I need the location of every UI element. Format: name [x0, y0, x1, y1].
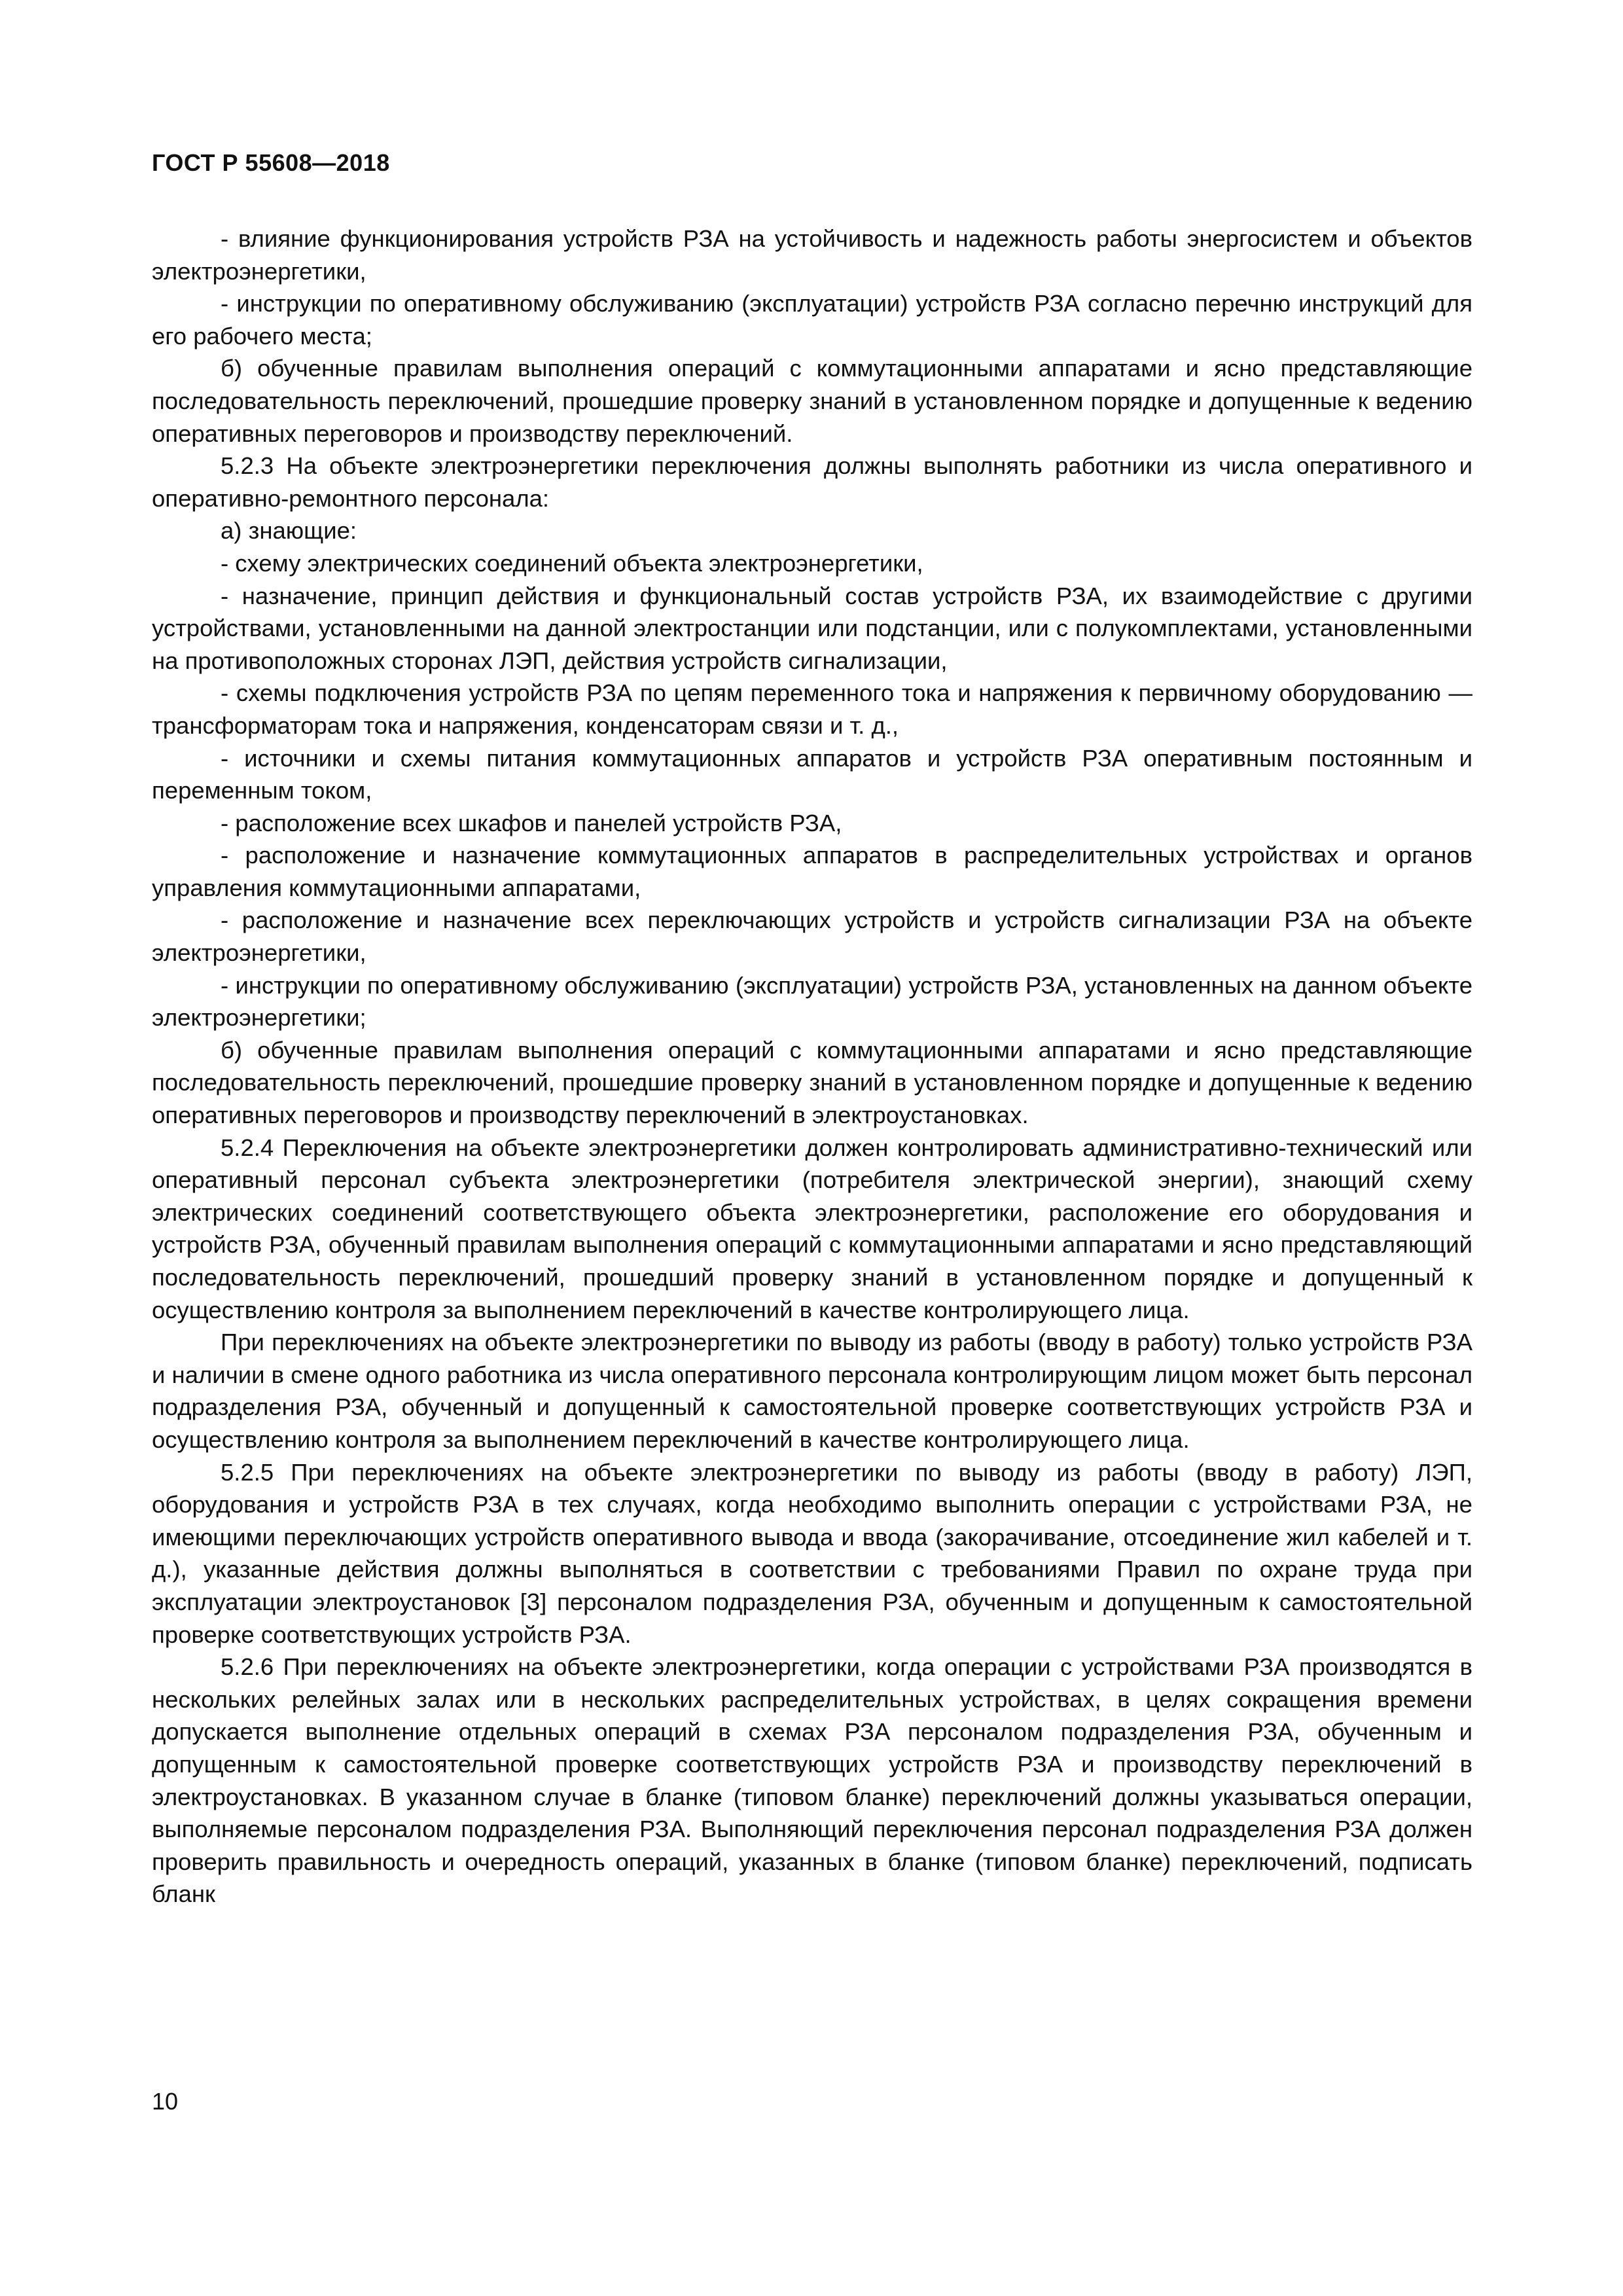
paragraph: б) обученные правилам выполнения операций с коммутационными аппаратами и ясно представляющие последовательность переключений, прошедшие проверку знаний в установленном порядке и допущенные к ведению оперативных переговоров и производству переключений. — [152, 355, 1472, 447]
paragraph: - схему электрических соединений объекта электроэнергетики, — [221, 549, 923, 577]
paragraph: - источники и схемы питания коммутационных аппаратов и устройств РЗА оперативным постоянным и переменным током, — [152, 744, 1472, 804]
paragraph: - назначение, принцип действия и функциональный состав устройств РЗА, их взаимодействие с другими устройствами, установленными на данной электростанции или подстанции, или с полукомплектами, установленными на противоположных сторонах ЛЭП, действия устройств сигнализации, — [152, 582, 1472, 674]
paragraph: а) знающие: — [221, 517, 357, 545]
paragraph: - инструкции по оперативному обслуживанию (эксплуатации) устройств РЗА, установленных на данном объекте электроэнергетики; — [152, 971, 1472, 1031]
paragraph: б) обученные правилам выполнения операций с коммутационными аппаратами и ясно представляющие последовательность переключений, прошедшие проверку знаний в установленном порядке и допущенные к ведению оперативных переговоров и производству переключений в электроустановках. — [152, 1036, 1472, 1129]
paragraph: 5.2.5 При переключениях на объекте электроэнергетики по выводу из работы (вводу в работу) ЛЭП, оборудования и устройств РЗА в тех случаях, когда необходимо выполнить операции с устройствами РЗА, не имеющими переключающих устройств оперативного вывода и ввода (закорачивание, отсоединение жил кабелей и т. д.), указанные действия должны выполняться в соответствии с требованиями Правил по охране труда при эксплуатации электроустановок [3] персоналом подразделения РЗА, обученным и допущенным к самостоятельной проверке соответствующих устройств РЗА. — [152, 1458, 1472, 1648]
paragraph: - инструкции по оперативному обслуживанию (эксплуатации) устройств РЗА согласно перечню инструкций для его рабочего места; — [152, 290, 1472, 350]
paragraph: - расположение и назначение всех переключающих устройств и устройств сигнализации РЗА на объекте электроэнергетики, — [152, 906, 1472, 967]
paragraph: - расположение всех шкафов и панелей устройств РЗА, — [221, 809, 842, 836]
paragraph: При переключениях на объекте электроэнергетики по выводу из работы (вводу в работу) только устройств РЗА и наличии в смене одного работника из числа оперативного персонала контролирующим лицом может быть персонал подразделения РЗА, обученный и допущенный к самостоятельной проверке соответствующих устройств РЗА и осуществлению контроля за выполнением переключений в качестве контролирующего лица. — [152, 1329, 1472, 1453]
page-number: 10 — [152, 2088, 179, 2115]
paragraph: 5.2.4 Переключения на объекте электроэнергетики должен контролировать административно-технический или оперативный персонал субъекта электроэнергетики (потребителя электрической энергии), знающий схему электрических соединений соответствующего объекта электроэнергетики, расположение его оборудования и устройств РЗА, обученный правилам выполнения операций с коммутационными аппаратами и ясно представляющий последовательность переключений, прошедший проверку знаний в установленном порядке и допущенный к осуществлению контроля за выполнением переключений в качестве контролирующего лица. — [152, 1134, 1472, 1323]
document-header: ГОСТ Р 55608—2018 — [152, 149, 390, 176]
paragraph: 5.2.3 На объекте электроэнергетики переключения должны выполнять работники из числа оперативного и оперативно-ремонтного персонала: — [152, 452, 1472, 512]
paragraph: 5.2.6 При переключениях на объекте электроэнергетики, когда операции с устройствами РЗА производятся в нескольких релейных залах или в нескольких распределительных устройствах, в целях сокращения времени допускается выполнение отдельных операций в схемах РЗА персоналом подразделения РЗА, обученным и допущенным к самостоятельной проверке соответствующих устройств РЗА и производству переключений в электроустановках. В указанном случае в бланке (типовом бланке) переключений должны указываться операции, выполняемые персоналом подразделения РЗА. Выполняющий переключения персонал подразделения РЗА должен проверить правильность и очередность операций, указанных в бланке (типовом бланке) переключений, подписать бланк — [152, 1653, 1472, 1908]
document-body — [152, 223, 1472, 1910]
paragraph: - влияние функционирования устройств РЗА на устойчивость и надежность работы энергосистем и объектов электроэнергетики, — [152, 225, 1472, 285]
paragraph: - схемы подключения устройств РЗА по цепям переменного тока и напряжения к первичному оборудованию — трансформаторам тока и напряжения, конденсаторам связи и т. д., — [152, 679, 1472, 739]
paragraph: - расположение и назначение коммутационных аппаратов в распределительных устройствах и органов управления коммутационными аппаратами, — [152, 842, 1472, 901]
